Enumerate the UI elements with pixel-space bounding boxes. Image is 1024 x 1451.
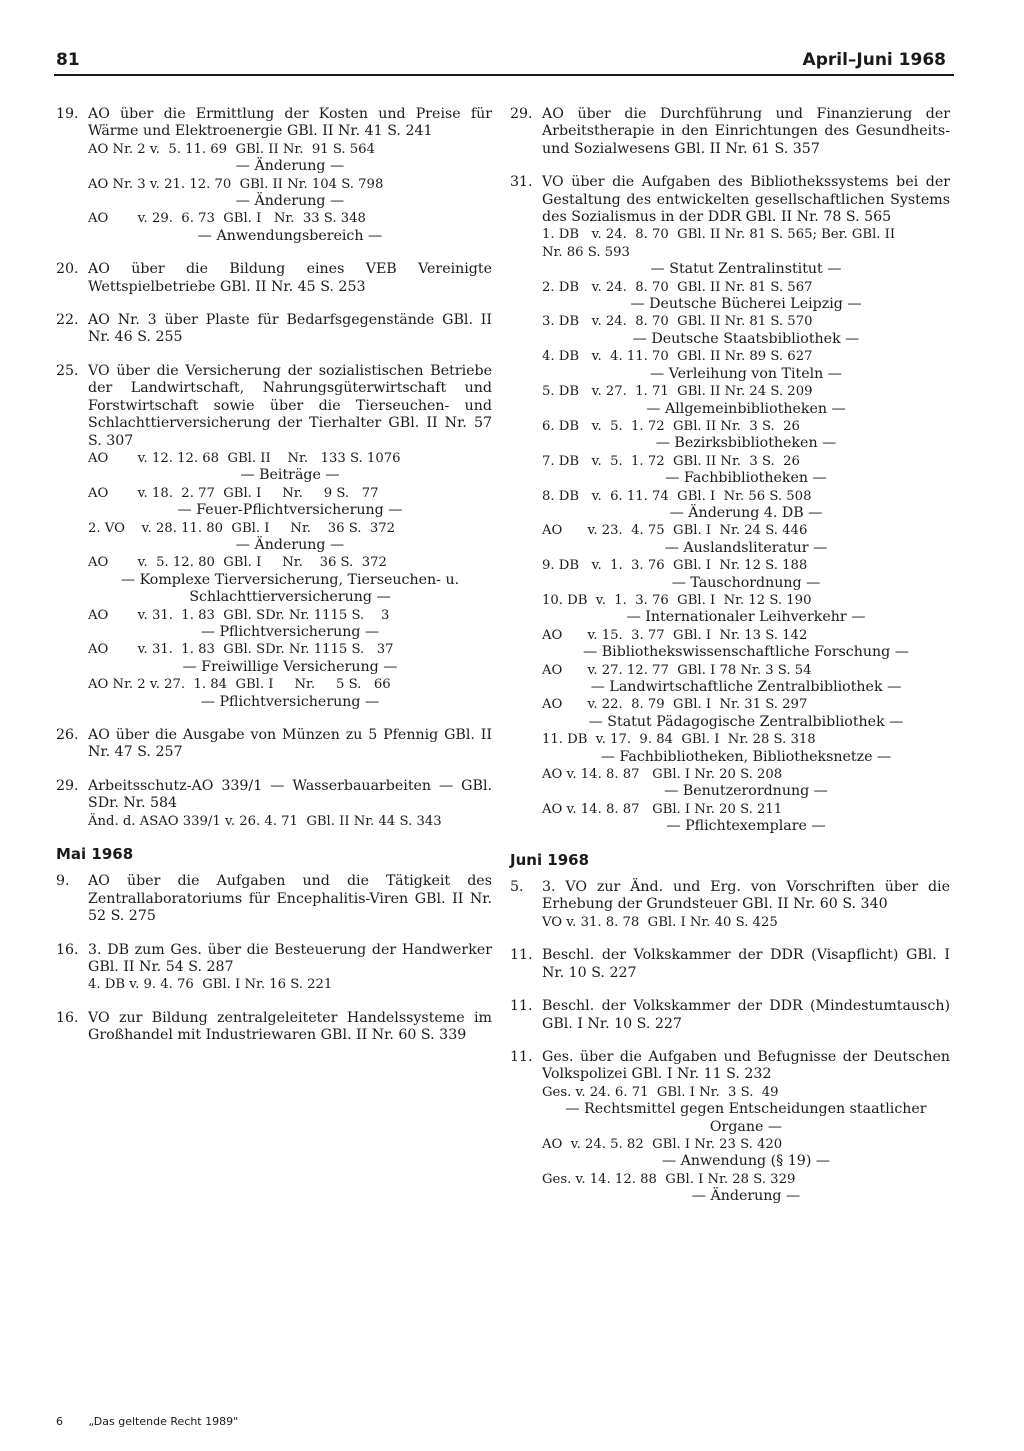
- right-entries-mai: [510, 106, 950, 836]
- amendment-note: — Fachbibliotheken —: [665, 470, 827, 487]
- entry-title: AO über die Aufgaben und die Tätigkeit des Zentrallaboratoriums für Encephalitis-Viren GBl. II Nr. 52 S. 275: [88, 873, 492, 925]
- amendment-citation: AO v. 31. 1. 83 GBl. SDr. Nr. 1115 S. 37: [88, 642, 394, 658]
- entry-day-number: 11.: [510, 1048, 533, 1065]
- entry-body: [542, 879, 950, 931]
- amendment-citation: 3. DB v. 24. 8. 70 GBl. II Nr. 81 S. 570: [542, 314, 813, 330]
- legal-entry: [510, 879, 950, 931]
- entry-body: [88, 942, 492, 994]
- entry-body: [88, 873, 492, 925]
- amendment-citation: AO v. 18. 2. 77 GBl. I Nr. 9 S. 77: [88, 485, 379, 501]
- left-entries-mai: [56, 873, 492, 1044]
- entry-day-number: 9.: [56, 873, 70, 890]
- legal-entry: [56, 106, 492, 245]
- amendment-citation: AO v. 27. 12. 77 GBl. I 78 Nr. 3 S. 54: [542, 662, 812, 678]
- legal-entry: [56, 363, 492, 711]
- legal-entry: [56, 727, 492, 762]
- amendment-citation: 7. DB v. 5. 1. 72 GBl. II Nr. 3 S. 26: [542, 453, 800, 469]
- amendment-note: — Auslandsliteratur —: [664, 539, 828, 556]
- legal-entry: [510, 998, 950, 1033]
- amendment-citation: AO v. 12. 12. 68 GBl. II Nr. 133 S. 1076: [88, 450, 401, 466]
- amendment-citation: 2. DB v. 24. 8. 70 GBl. II Nr. 81 S. 567: [542, 279, 813, 295]
- amendment-citation: 11. DB v. 17. 9. 84 GBl. I Nr. 28 S. 318: [542, 732, 816, 748]
- entry-title: VO über die Versicherung der sozialistischen Betriebe der Landwirtschaft, Nahrungsgüterwirtschaft und Forstwirtschaft sowie über die Tierseuchen- und Schlachttierversicherung der Tierhalter GBl. II Nr. 57 S. 307: [88, 362, 492, 449]
- entry-day-number: 20.: [56, 261, 79, 278]
- amendment-citation: AO v. 22. 8. 79 GBl. I Nr. 31 S. 297: [542, 697, 808, 713]
- amendment-citation: AO v. 23. 4. 75 GBl. I Nr. 24 S. 446: [542, 523, 808, 539]
- entry-title: VO zur Bildung zentralgeleiteter Handelssysteme im Großhandel mit Industriewaren GBl. II Nr. 60 S. 339: [88, 1009, 492, 1044]
- entry-day-number: 31.: [510, 174, 533, 191]
- amendment-citation: AO Nr. 2 v. 27. 1. 84 GBl. I Nr. 5 S. 66: [88, 677, 391, 693]
- amendment-note: — Benutzerordnung —: [664, 783, 828, 800]
- amendment-note: — Änderung —: [235, 536, 345, 553]
- entry-day-number: 19.: [56, 106, 79, 122]
- entry-title: 3. VO zur Änd. und Erg. von Vorschriften über die Erhebung der Grundsteuer GBl. II Nr. 60 S. 340: [542, 879, 950, 913]
- amendment-citation: AO v. 31. 1. 83 GBl. SDr. Nr. 1115 S. 3: [88, 607, 390, 623]
- entry-day-number: 25.: [56, 362, 79, 379]
- entry-body: [542, 106, 950, 158]
- amendment-note: — Pflichtversicherung —: [200, 623, 380, 640]
- amendment-note: — Verleihung von Titeln —: [650, 365, 842, 382]
- amendment-note: — Fachbibliotheken, Bibliotheksnetze —: [600, 748, 892, 765]
- amendment-note: — Statut Zentralinstitut —: [650, 261, 842, 278]
- entry-body: [542, 947, 950, 982]
- amendment-note: — Bezirksbibliotheken —: [655, 435, 837, 452]
- entry-title: AO über die Bildung eines VEB Vereinigte Wettspielbetriebe GBl. II Nr. 45 S. 253: [88, 261, 492, 295]
- amendment-note: — Deutsche Staatsbibliothek —: [632, 330, 860, 347]
- amendment-note: — Feuer-Pflichtversicherung —: [177, 502, 403, 519]
- amendment-note: — Freiwillige Versicherung —: [182, 658, 398, 675]
- amendment-note: — Anwendungsbereich —: [197, 227, 383, 244]
- legal-entry: [56, 778, 492, 830]
- entry-day-number: 5.: [510, 879, 524, 896]
- amendment-citation: 5. DB v. 27. 1. 71 GBl. II Nr. 24 S. 209: [542, 384, 813, 400]
- amendment-citation: 4. DB v. 4. 11. 70 GBl. II Nr. 89 S. 627: [542, 349, 813, 365]
- amendment-citation: AO v. 14. 8. 87 GBl. I Nr. 20 S. 211: [542, 801, 783, 817]
- entry-day-number: 11.: [510, 947, 533, 964]
- entry-day-number: 22.: [56, 312, 79, 329]
- amendment-citation: AO v. 5. 12. 80 GBl. I Nr. 36 S. 372: [88, 555, 387, 571]
- amendment-citation: 2. VO v. 28. 11. 80 GBl. I Nr. 36 S. 372: [88, 520, 396, 536]
- entry-body: [88, 261, 492, 296]
- amendment-note: — Deutsche Bücherei Leipzig —: [630, 296, 862, 313]
- entry-body: [542, 998, 950, 1033]
- amendment-note: — Landwirtschaftliche Zentralbibliothek —: [590, 679, 902, 695]
- amendment-citation: 8. DB v. 6. 11. 74 GBl. I Nr. 56 S. 508: [542, 488, 812, 504]
- amendment-note: — Tauschordnung —: [671, 574, 821, 591]
- entry-day-number: 16.: [56, 1009, 79, 1026]
- legal-entry: [510, 947, 950, 982]
- amendment-note: — Internationaler Leihverkehr —: [626, 609, 866, 626]
- amendment-note: — Allgemeinbibliotheken —: [646, 400, 846, 417]
- entry-title: AO Nr. 3 über Plaste für Bedarfsgegenstände GBl. II Nr. 46 S. 255: [88, 312, 492, 346]
- legal-entry: [56, 873, 492, 925]
- amendment-citation: AO Nr. 3 v. 21. 12. 70 GBl. II Nr. 104 S. 798: [88, 176, 384, 192]
- amendment-citation: Änd. d. ASAO 339/1 v. 26. 4. 71 GBl. II Nr. 44 S. 343: [88, 813, 442, 829]
- amendment-citation: 9. DB v. 1. 3. 76 GBl. I Nr. 12 S. 188: [542, 558, 808, 574]
- amendment-citation: Ges. v. 24. 6. 71 GBl. I Nr. 3 S. 49: [542, 1084, 779, 1100]
- amendment-note: — Komplexe Tierversicherung, Tierseuchen- u. Schlachttierversicherung —: [120, 571, 460, 606]
- page-number: 81: [56, 50, 80, 70]
- amendment-citation: VO v. 31. 8. 78 GBl. I Nr. 40 S. 425: [542, 914, 778, 930]
- entry-body: [88, 363, 492, 711]
- entry-body: [88, 312, 492, 347]
- header-rule: [54, 74, 954, 76]
- amendment-citation: AO v. 29. 6. 73 GBl. I Nr. 33 S. 348: [88, 211, 366, 227]
- legal-entry: [510, 174, 950, 835]
- amendment-citation: AO v. 15. 3. 77 GBl. I Nr. 13 S. 142: [542, 627, 808, 643]
- amendment-citation: 10. DB v. 1. 3. 76 GBl. I Nr. 12 S. 190: [542, 592, 812, 608]
- entry-body: [542, 174, 950, 835]
- legal-entry: [56, 312, 492, 347]
- footer-page-number: 6: [56, 1415, 63, 1428]
- amendment-note: — Änderung 4. DB —: [669, 504, 823, 521]
- amendment-note: — Änderung —: [235, 193, 345, 210]
- right-entries-juni: [510, 879, 950, 1206]
- amendment-citation: 1. DB v. 24. 8. 70 GBl. II Nr. 81 S. 565; Ber. GBl. II: [542, 227, 896, 243]
- legal-entry: [510, 1049, 950, 1206]
- amendment-note: — Änderung —: [235, 158, 345, 175]
- entry-day-number: 29.: [56, 777, 79, 794]
- amendment-citation: Ges. v. 14. 12. 88 GBl. I Nr. 28 S. 329: [542, 1171, 796, 1187]
- amendment-note: — Rechtsmittel gegen Entscheidungen staatlicher Organe —: [565, 1101, 927, 1135]
- legal-entry: [510, 106, 950, 158]
- entry-title: AO über die Ermittlung der Kosten und Preise für Wärme und Elektroenergie GBl. II Nr. 41 S. 241: [88, 106, 492, 140]
- page-period-heading: April–Juni 1968: [802, 50, 946, 70]
- entry-day-number: 11.: [510, 998, 533, 1015]
- amendment-citation: AO v. 24. 5. 82 GBl. I Nr. 23 S. 420: [542, 1136, 783, 1152]
- footer-source: „Das geltende Recht 1989": [88, 1415, 239, 1428]
- entry-title: AO über die Ausgabe von Münzen zu 5 Pfennig GBl. II Nr. 47 S. 257: [88, 727, 492, 761]
- amendment-note: — Pflichtversicherung —: [200, 693, 380, 710]
- amendment-citation: Nr. 86 S. 593: [542, 244, 630, 260]
- entry-title: Ges. über die Aufgaben und Befugnisse der Deutschen Volkspolizei GBl. I Nr. 11 S. 232: [542, 1048, 950, 1083]
- right-column: [510, 106, 950, 1222]
- entry-body: [88, 106, 492, 245]
- legal-entry: [56, 1010, 492, 1045]
- section-title-juni: Juni 1968: [510, 850, 590, 869]
- page-footer: [56, 1415, 238, 1428]
- entry-day-number: 29.: [510, 106, 533, 122]
- section-title-mai: Mai 1968: [56, 845, 134, 864]
- entry-body: [88, 727, 492, 762]
- entry-title: Arbeitsschutz-AO 339/1 — Wasserbauarbeiten — GBl. SDr. Nr. 584: [88, 777, 492, 812]
- entry-title: AO über die Durchführung und Finanzierung der Arbeitstherapie in den Einrichtungen des Gesundheits- und Sozialwesens GBl. II Nr. 61 S. 357: [542, 106, 950, 157]
- amendment-note: — Beiträge —: [240, 467, 340, 484]
- amendment-citation: 4. DB v. 9. 4. 76 GBl. I Nr. 16 S. 221: [88, 977, 333, 993]
- amendment-citation: 6. DB v. 5. 1. 72 GBl. II Nr. 3 S. 26: [542, 418, 800, 434]
- entry-title: 3. DB zum Ges. über die Besteuerung der Handwerker GBl. II Nr. 54 S. 287: [88, 941, 492, 976]
- legal-entry: [56, 261, 492, 296]
- amendment-note: — Pflichtexemplare —: [666, 818, 826, 835]
- entry-body: [542, 1049, 950, 1206]
- left-column: [56, 106, 492, 1061]
- amendment-citation: AO v. 14. 8. 87 GBl. I Nr. 20 S. 208: [542, 767, 783, 783]
- amendment-note: — Änderung —: [691, 1188, 801, 1205]
- entry-title: Beschl. der Volkskammer der DDR (Mindestumtausch) GBl. I Nr. 10 S. 227: [542, 998, 950, 1032]
- entry-body: [88, 1010, 492, 1045]
- entry-title: Beschl. der Volkskammer der DDR (Visapflicht) GBl. I Nr. 10 S. 227: [542, 947, 950, 981]
- amendment-note: — Bibliothekswissenschaftliche Forschung —: [583, 644, 909, 661]
- entry-body: [88, 778, 492, 830]
- legal-entry: [56, 942, 492, 994]
- amendment-citation: AO Nr. 2 v. 5. 11. 69 GBl. II Nr. 91 S. 564: [88, 141, 375, 157]
- entry-day-number: 16.: [56, 941, 79, 958]
- entry-day-number: 26.: [56, 727, 79, 743]
- left-entries-april: [56, 106, 492, 830]
- entry-title: VO über die Aufgaben des Bibliothekssystems bei der Gestaltung des entwickelten gesellschaftlichen Systems des Sozialismus in der DDR GBl. II Nr. 78 S. 565: [542, 174, 950, 226]
- amendment-note: — Anwendung (§ 19) —: [661, 1153, 831, 1170]
- amendment-note: — Statut Pädagogische Zentralbibliothek —: [588, 713, 904, 730]
